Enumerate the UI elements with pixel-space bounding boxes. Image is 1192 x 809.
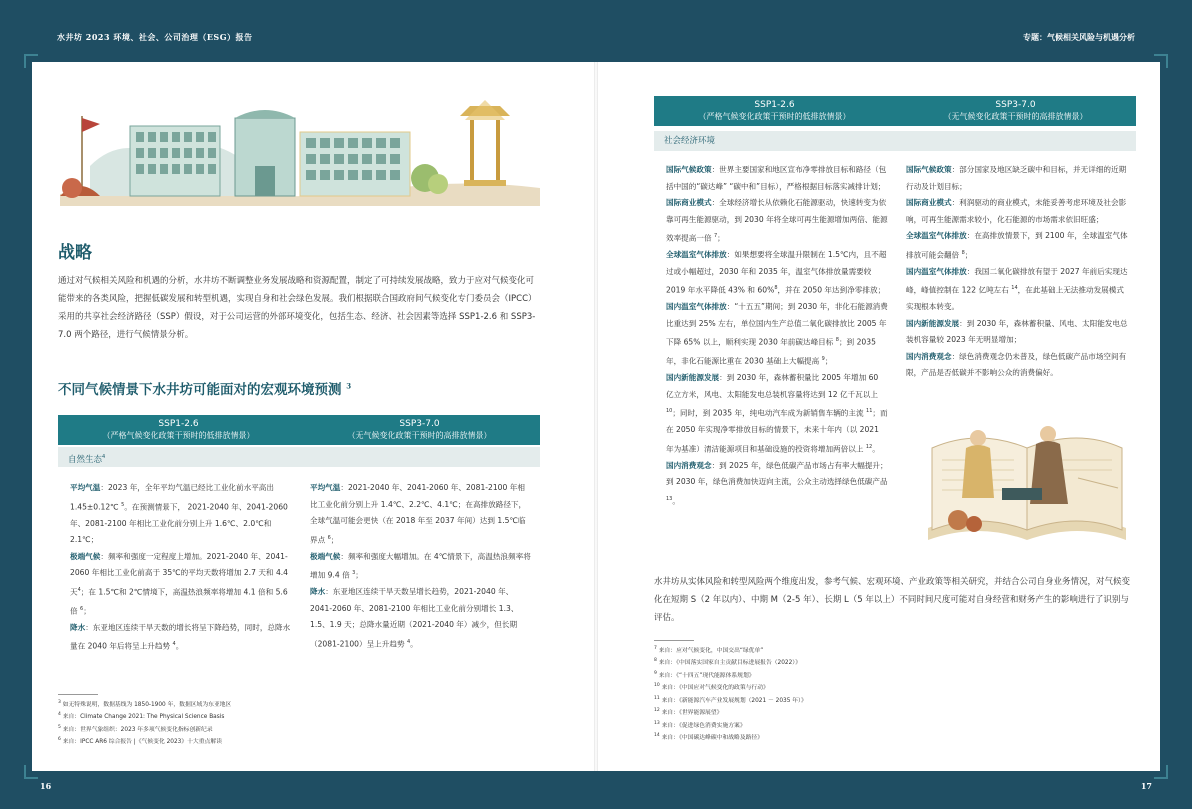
entry-text: ：部分国家及地区缺乏碳中和目标，并无详细的近期行动及计划目标；	[906, 165, 1127, 191]
entry-key: 国际商业模式	[906, 198, 952, 207]
entry-key: 国内消费观念	[906, 351, 952, 361]
footnote	[654, 656, 1136, 668]
footnote-text: 来自：Climate Change 2021: The Physical Science Basis	[60, 714, 225, 721]
header-bar	[0, 0, 1192, 62]
footnote-ref: 9	[821, 356, 825, 363]
footnote-number: 14	[654, 732, 660, 738]
entry-text: ：东亚地区连续干旱天数的增长将呈下降趋势，同时，总降水量在 2040 年后将呈上升趋势	[70, 622, 291, 651]
entry-text: ：频率和强度一定程度上增加。2021-2040 年、2041-2060 年相比工业化前高于 35℃的平均天数将增加 2.7 天和 4.4 天	[70, 551, 289, 597]
cell-entry	[666, 195, 888, 247]
entry-text: ，并在 2050 年达到净零排放；	[777, 285, 886, 295]
entry-key: 降水	[310, 587, 326, 597]
report-title: 水井坊 2023 环境、社会、公司治理（ESG）报告	[57, 32, 253, 42]
cell-entry	[906, 162, 1128, 195]
entry-text: 。	[410, 639, 418, 649]
footnote	[654, 644, 1136, 656]
entry-text: ：如果想要将全球温升限制在 1.5℃内，且不超过或小幅超过，2030 年和 2035 年，温室气体排放量需要较 2019 年水平降低 43% 和 60%	[666, 250, 887, 295]
ssp1-description: （严格气候变化政策干预时的低排放情景）	[698, 112, 851, 121]
cell-entry	[906, 316, 1128, 349]
entry-text: ：利润驱动的商业模式，未能妥善考虑环境及社会影响，可再生能源需求较小，化石能源的市场需求依旧旺盛；	[906, 198, 1127, 224]
footnote	[654, 694, 1136, 706]
footnote-text: 来自：《新能源汽车产业发展规划（2021 － 2035 年）》	[659, 697, 807, 704]
footnotes-left	[58, 698, 540, 748]
ssp1-name: SSP1-2.6	[158, 419, 199, 429]
macro-heading-footnote-ref: 3	[346, 381, 352, 391]
footnote-text: 来自：应对气候变化，中国交出“绿优单”	[656, 647, 764, 654]
natural-label-text: 自然生态	[68, 454, 103, 465]
entry-text: ：到 2030 年，森林蓄积量、风电、太阳能发电总装机容量较 2023 年无明显增加；	[906, 318, 1128, 345]
entry-text: ；在 1.5℃和 2℃情境下，高温热浪频率将增加 4.1 倍和 5.6 倍	[70, 587, 288, 616]
social-ssp1-cell	[666, 162, 888, 510]
entry-text: ：到 2025 年，绿色低碳产品市场占有率大幅提升；到 2030 年，绿色消费加快迈向主流，公众主动选择绿色低碳产品	[666, 460, 888, 487]
entry-text: ；	[355, 570, 363, 580]
footnote-ref: 10	[666, 408, 673, 415]
entry-text: ：我国二氧化碳排放有望于 2027 年前后实现达峰，峰值控制在 122 亿吨左右	[906, 266, 1128, 295]
entry-key: 国内新能源发展	[666, 373, 720, 383]
footnote-ref: 5	[121, 501, 125, 508]
ssp3-description: （无气候变化政策干预时的高排放情景）	[943, 112, 1088, 121]
footnote-ref: 13	[666, 495, 673, 502]
natural-ssp1-cell	[70, 480, 292, 655]
social-ssp3-cell	[906, 162, 1128, 382]
natural-section-label	[58, 447, 540, 467]
entry-text: ：到 2030 年，森林蓄积量比 2005 年增加 60 亿立方米，风电、太阳能发电总装机容量将达到 12 亿千瓦以上	[666, 373, 879, 399]
entry-text: ：2023 年，全年平均气温已经比工业化前水平高出 1.45±0.12℃	[70, 483, 274, 512]
footnote-number: 5	[58, 724, 61, 730]
ssp3-name: SSP3-7.0	[399, 419, 440, 429]
page-number-right: 17	[1140, 781, 1152, 791]
entry-text: ：“十五五”期间；到 2030 年，非化石能源消费比重达到 25% 左右，单位国内生产总值二氧化碳排放比 2005 年下降 65% 以上，顺利实现 2030 年前碳达峰目标	[666, 302, 888, 347]
entry-key: 国内温室气体排放	[666, 302, 727, 312]
footnote-number: 4	[58, 712, 61, 718]
entry-text: ：频率和强度大幅增加。在 4℃情景下，高温热浪频率将增加 9.4 倍	[310, 551, 531, 580]
entry-text: ；	[964, 250, 973, 260]
ssp1-column-header	[58, 415, 299, 445]
entry-key: 降水	[70, 622, 86, 632]
corner-ornament-icon	[1154, 54, 1168, 68]
cell-entry	[310, 584, 532, 653]
footnote-ref: 12	[865, 443, 873, 450]
entry-text: 。	[175, 641, 184, 651]
footnote-number: 13	[654, 720, 660, 726]
footnote-text: 来自：《促进绿色消费实施方案》	[659, 722, 746, 729]
macro-heading	[58, 378, 351, 398]
ssp1-column-header	[654, 96, 895, 126]
footnote-ref: 4	[172, 641, 176, 648]
footnote	[654, 719, 1136, 731]
footnote-number: 9	[654, 670, 657, 676]
cell-entry	[70, 549, 292, 620]
entry-text: ；	[717, 233, 725, 243]
closing-paragraph: 水井坊从实体风险和转型风险两个维度出发，参考气候、宏观环境、产业政策等相关研究，并结合公司自身业务情况，对气候变化在短期 S（2 年以内）、中期 M（2-5 年）、长期 L（5 年以上）不同时间尺度可能对自身经营和财务产生的影响进行了识别与评估。	[654, 577, 1131, 623]
strategy-heading: 战略	[58, 243, 92, 263]
footnote	[654, 669, 1136, 681]
cell-entry	[666, 458, 888, 510]
footnote	[654, 731, 1136, 743]
cell-entry	[666, 247, 888, 299]
cell-entry	[310, 480, 532, 549]
footnotes-right	[654, 644, 1136, 743]
cell-entry	[906, 349, 1128, 382]
cell-entry	[70, 620, 292, 656]
page-number-left: 16	[40, 781, 52, 791]
entry-key: 国际气候政策	[906, 165, 952, 174]
entry-text: 。	[672, 496, 680, 506]
scenario-table-header-continued	[654, 96, 1136, 126]
ssp3-column-header	[299, 415, 540, 445]
footnote-rule	[58, 694, 98, 695]
footnote-text: 来自：《“十四五”现代能源体系规划》	[656, 672, 755, 679]
footnote-ref: 6	[80, 605, 84, 612]
entry-text: ：世界主要国家和地区宣布净零排放目标和路径（包括中国的“碳达峰” “碳中和”目标），严格根据目标落实减排计划；	[666, 165, 887, 191]
cell-entry	[70, 480, 292, 549]
ssp3-description: （无气候变化政策干预时的高排放情景）	[347, 431, 492, 440]
entry-text: ；而在 2050 年实现净零排放目标的情景下，未来十年内（以 2021 年为基准）清洁能源项目和基础设施的投资将增加两倍以上	[666, 408, 888, 454]
footnote-number: 11	[654, 695, 660, 701]
page-fold	[594, 62, 598, 771]
entry-text: ；到 2035 年，非化石能源比重在 2030 基础上大幅提高	[666, 337, 876, 366]
entry-key: 国内消费观念	[666, 460, 712, 470]
footnote-number: 6	[58, 737, 61, 743]
entry-text: ，在此基础上无法推动发展模式实现根本转变。	[906, 285, 1124, 312]
entry-text: ；	[83, 606, 91, 616]
footnote-ref: 8	[835, 337, 839, 344]
footnote-number: 3	[58, 700, 61, 705]
entry-key: 平均气温	[70, 483, 101, 492]
entry-key: 极端气候	[70, 551, 101, 561]
footnote-ref: 7	[713, 233, 718, 239]
strategy-paragraph: 通过对气候相关风险和机遇的分析，水井坊不断调整业务发展战略和资源配置，制定了可持续发展战略，致力于应对气候变化可能带来的各类风险，把握低碳发展和转型机遇，实现自身和社会绿色发展。我们根据联合国政府间气候变化专门委员会（IPCC）采用的共享社会经济路径（SSP）假设，对于公司运营的外部环境变化，包括生态、经济、社会因素等选择 SSP1-2.6 和 SSP3-7.0 两个路径，进行气候情景分析。	[58, 276, 537, 340]
footnote-number: 10	[654, 683, 660, 689]
ssp3-column-header	[895, 96, 1136, 126]
footnote	[654, 706, 1136, 718]
natural-ssp3-cell	[310, 480, 532, 653]
footnote	[654, 681, 1136, 693]
scenario-table-header	[58, 415, 540, 445]
footnote-number: 7	[654, 646, 657, 651]
footnote-text: 来自：《中国碳达峰碳中和战略及路径》	[659, 734, 764, 741]
entry-key: 国际气候政策	[666, 165, 712, 174]
entry-key: 国际商业模式	[666, 198, 712, 207]
entry-text: ：在高排放情景下，到 2100 年，全球温室气体排放可能会翻倍	[906, 231, 1128, 260]
footnote-ref: 3	[352, 570, 356, 577]
entry-text: ：东亚地区连续干旱天数呈增长趋势，2021-2040 年、2041-2060 年、2081-2100 年相比工业化前分别增长 1.3、1.5、1.9 天；总降水量近期（2021-2040 年）减少，但长期（2081-2100）呈上升趋势	[310, 587, 519, 649]
footnote-text: 来自：世界气象组织：2023 年多项气候变化指标创新纪录	[60, 726, 213, 733]
entry-key: 平均气温	[310, 483, 341, 492]
footnote-text: 来自：《中国应对气候变化的政策与行动》	[659, 685, 769, 692]
footnote-text: 来自：《中国落实国家自主贡献目标进展报告（2022）》	[656, 660, 801, 667]
ssp1-name: SSP1-2.6	[754, 100, 795, 110]
footnote	[58, 710, 540, 722]
cell-entry	[666, 162, 888, 195]
footnote	[58, 698, 540, 710]
footnote-text: 来自：《世界能源展望》	[659, 710, 723, 717]
cell-entry	[906, 195, 1128, 228]
entry-key: 全球温室气体排放	[666, 250, 727, 260]
entry-text: ：全球经济增长从依赖化石能源驱动，快速转变为依靠可再生能源驱动，到 2030 年将全球可再生能源增加两倍、能源效率提高一倍	[666, 198, 888, 243]
cell-entry	[666, 299, 888, 370]
entry-key: 国内温室气体排放	[906, 266, 967, 276]
entry-text: 。	[872, 444, 880, 454]
footnote-rule	[654, 640, 694, 641]
footnote-ref: 4	[77, 586, 81, 593]
cell-entry	[906, 228, 1128, 264]
macro-heading-text: 不同气候情景下水井坊可能面对的宏观环境预测	[58, 382, 342, 398]
footnote-ref: 14	[1011, 285, 1018, 292]
book-scholars-illustration	[918, 408, 1136, 548]
social-section-label: 社会经济环境	[654, 131, 1136, 151]
footnote-ref: 4	[406, 638, 411, 645]
distillery-illustration	[60, 96, 540, 206]
entry-key: 国内新能源发展	[906, 318, 960, 328]
entry-text: ：绿色消费观念仍未普及，绿色低碳产品市场空间有限，产品是否低碳并不影响公众的消费偏好。	[906, 351, 1127, 378]
footnote	[58, 735, 540, 747]
entry-text: 。在预测情景下， 2021-2040 年、2041-2060 年、2081-2100 年相比工业化前分别上升 1.6℃、2.0℃和 2.1℃；	[70, 502, 288, 545]
footnote-ref: 8	[961, 249, 965, 256]
footnote-text: 来自：IPCC AR6 综合报告 |《气候变化 2023》十大重点解读	[60, 739, 222, 746]
entry-key: 全球温室气体排放	[906, 231, 967, 240]
footnote-text: 如无特殊说明，数据基线为 1850-1900 年，数据区域为东亚地区	[60, 701, 232, 708]
cell-entry	[906, 264, 1128, 316]
natural-label-footnote-ref: 4	[102, 454, 106, 460]
entry-text: ：2021-2040 年、2041-2060 年、2081-2100 年相比工业化前分别上升 1.4℃、2.2℃、4.1℃；在高排放路径下，全球气温可能会更快（在 2018 年至 2037 年间）达到 1.5℃临界点	[310, 483, 527, 545]
footnote-ref: 8	[774, 285, 778, 292]
ssp3-name: SSP3-7.0	[995, 100, 1036, 110]
corner-ornament-icon	[24, 54, 38, 68]
corner-ornament-icon	[1154, 765, 1168, 779]
ssp1-description: （严格气候变化政策干预时的低排放情景）	[102, 431, 255, 440]
entry-key: 极端气候	[310, 551, 341, 561]
section-title: 专题：气候相关风险与机遇分析	[1023, 32, 1135, 42]
entry-text: ；同时，到 2035 年，纯电动汽车成为新销售车辆的主流	[672, 408, 867, 418]
footnote-ref: 6	[327, 534, 331, 541]
cell-entry	[310, 549, 532, 585]
corner-ornament-icon	[24, 765, 38, 779]
footnote-ref: 11	[866, 408, 873, 415]
footnote	[58, 723, 540, 735]
entry-text: ；	[330, 535, 339, 545]
footnote-number: 12	[654, 708, 660, 714]
entry-text: ；	[824, 356, 833, 366]
cell-entry	[666, 370, 888, 458]
footnote-number: 8	[654, 658, 657, 664]
